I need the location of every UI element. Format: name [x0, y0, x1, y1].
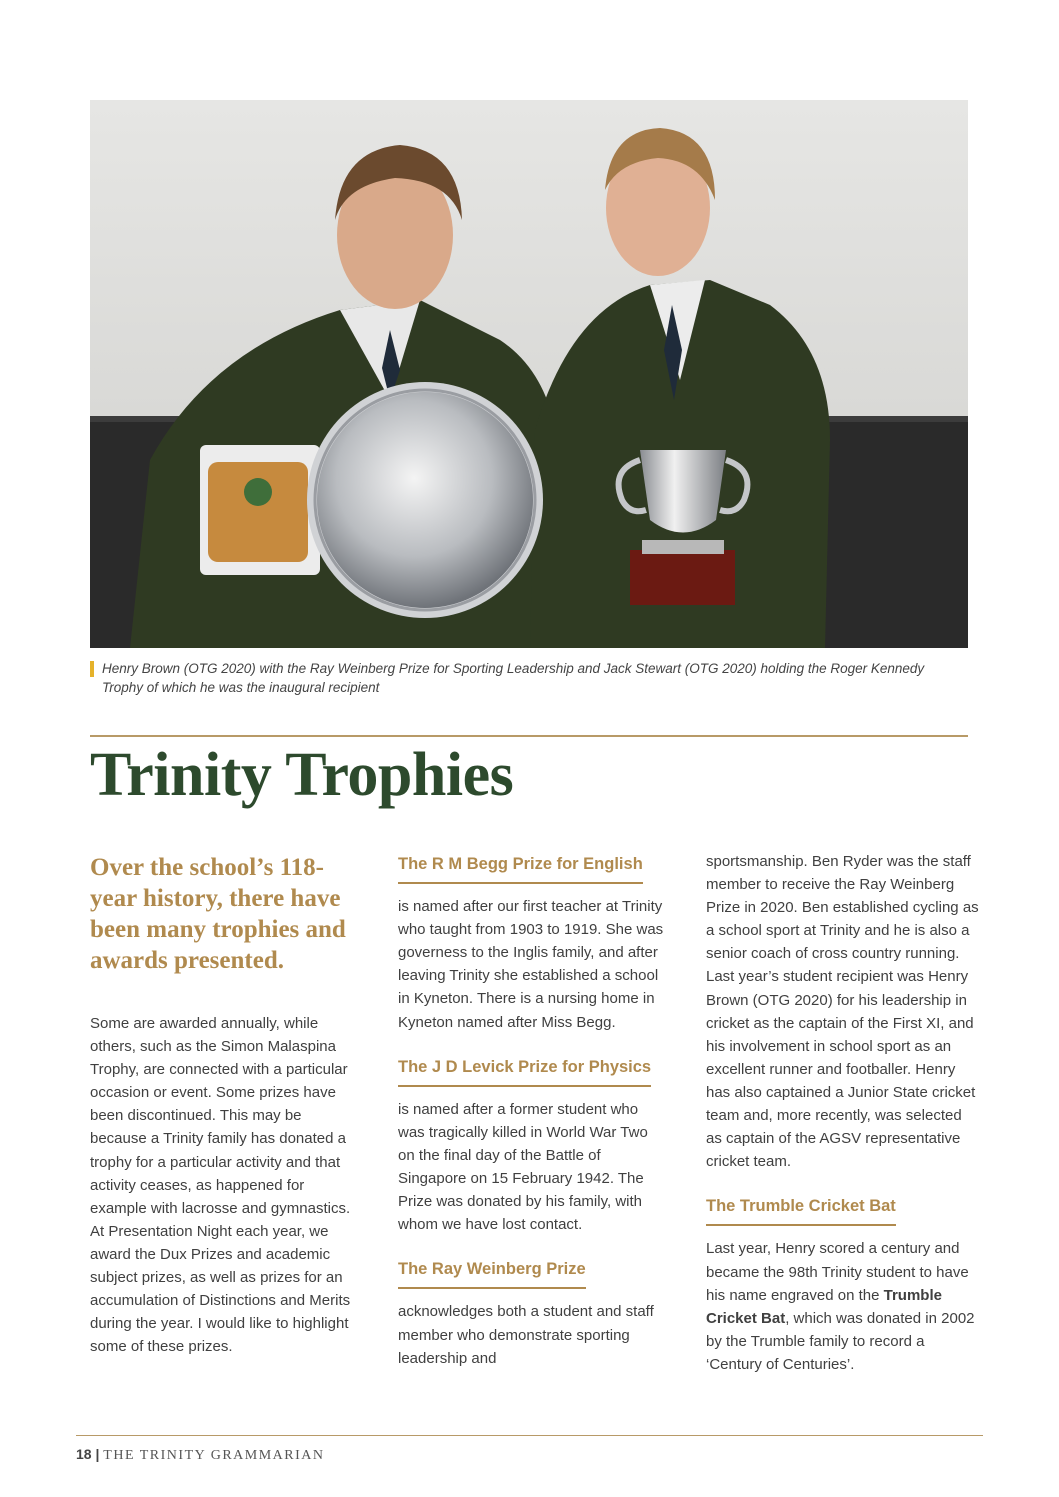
heading-begg-prize: The R M Begg Prize for English	[398, 853, 643, 884]
heading-weinberg-prize: The Ray Weinberg Prize	[398, 1258, 586, 1289]
publication-name: THE TRINITY GRAMMARIAN	[103, 1448, 325, 1463]
page-number: 18	[76, 1446, 92, 1462]
trumble-bat-paragraph	[706, 1237, 981, 1376]
column-2	[398, 850, 666, 1370]
page-title: Trinity Trophies	[90, 741, 514, 809]
feature-photo	[90, 100, 968, 648]
weinberg-prize-paragraph: acknowledges both a student and staff member who demonstrate sporting leadership and	[398, 1303, 654, 1367]
trumble-text-a: Last year, Henry scored a century and became the 98th Trinity student to have his name engraved on the	[706, 1240, 969, 1304]
photo-caption: Henry Brown (OTG 2020) with the Ray Weinberg Prize for Sporting Leadership and Jack Stewart (OTG 2020) holding the Roger Kennedy Trophy of which he was the inaugural recipient	[90, 659, 968, 697]
column-3	[706, 850, 981, 1376]
column-1	[90, 850, 358, 1358]
begg-prize-paragraph: is named after our first teacher at Trinity who taught from 1903 to 1919. She was governess to the Inglis family, and after leaving Trinity she established a school in Kyneton. There is a nursing home in Kyneton named after Miss Begg.	[398, 898, 664, 1031]
intro-paragraph: Some are awarded annually, while others, such as the Simon Malaspina Trophy, are connected with a particular occasion or event. Some prizes have been discontinued. This may be because a Trinity family has donated a trophy for a particular activity and that activity ceases, as happened for example with lacrosse and gymnastics. At Presentation Night each year, we award the Dux Prizes and academic subject prizes, as well as prizes for an accumulation of Distinctions and Merits during the year. I would like to highlight some of these prizes.	[90, 1015, 351, 1356]
lede-text: Over the school’s 118-year history, there have been many trophies and awards presented.	[90, 854, 346, 974]
heading-trumble-bat: The Trumble Cricket Bat	[706, 1195, 896, 1226]
footer-rule	[76, 1435, 983, 1436]
footer-separator: |	[95, 1446, 100, 1462]
trumble-bold-name: Trumble Cricket Bat	[706, 1286, 942, 1327]
levick-prize-paragraph: is named after a former student who was tragically killed in World War Two on the final day of the Battle of Singapore on 15 February 1942. The Prize was donated by his family, with whom we have lost contact.	[398, 1100, 648, 1234]
trumble-text-c: , which was donated in 2002 by the Trumble family to record a ‘Century of Centuries’.	[706, 1309, 975, 1373]
title-rule	[90, 735, 968, 737]
weinberg-continued-paragraph: sportsmanship. Ben Ryder was the staff member to receive the Ray Weinberg Prize in 2020. Ben established cycling as a school sport at Trinity and he is also a senior coach of cross country running. Last year’s student recipient was Henry Brown (OTG 2020) for his leadership in cricket as the captain of the First XI, and his involvement in school sport as an excellent runner and footballer. Henry has also captained a Junior State cricket team and, more recently, was selected as captain of the AGSV representative cricket team.	[706, 853, 979, 1171]
page-footer	[76, 1446, 325, 1464]
photo-illustration	[90, 100, 968, 648]
heading-levick-prize: The J D Levick Prize for Physics	[398, 1056, 651, 1087]
